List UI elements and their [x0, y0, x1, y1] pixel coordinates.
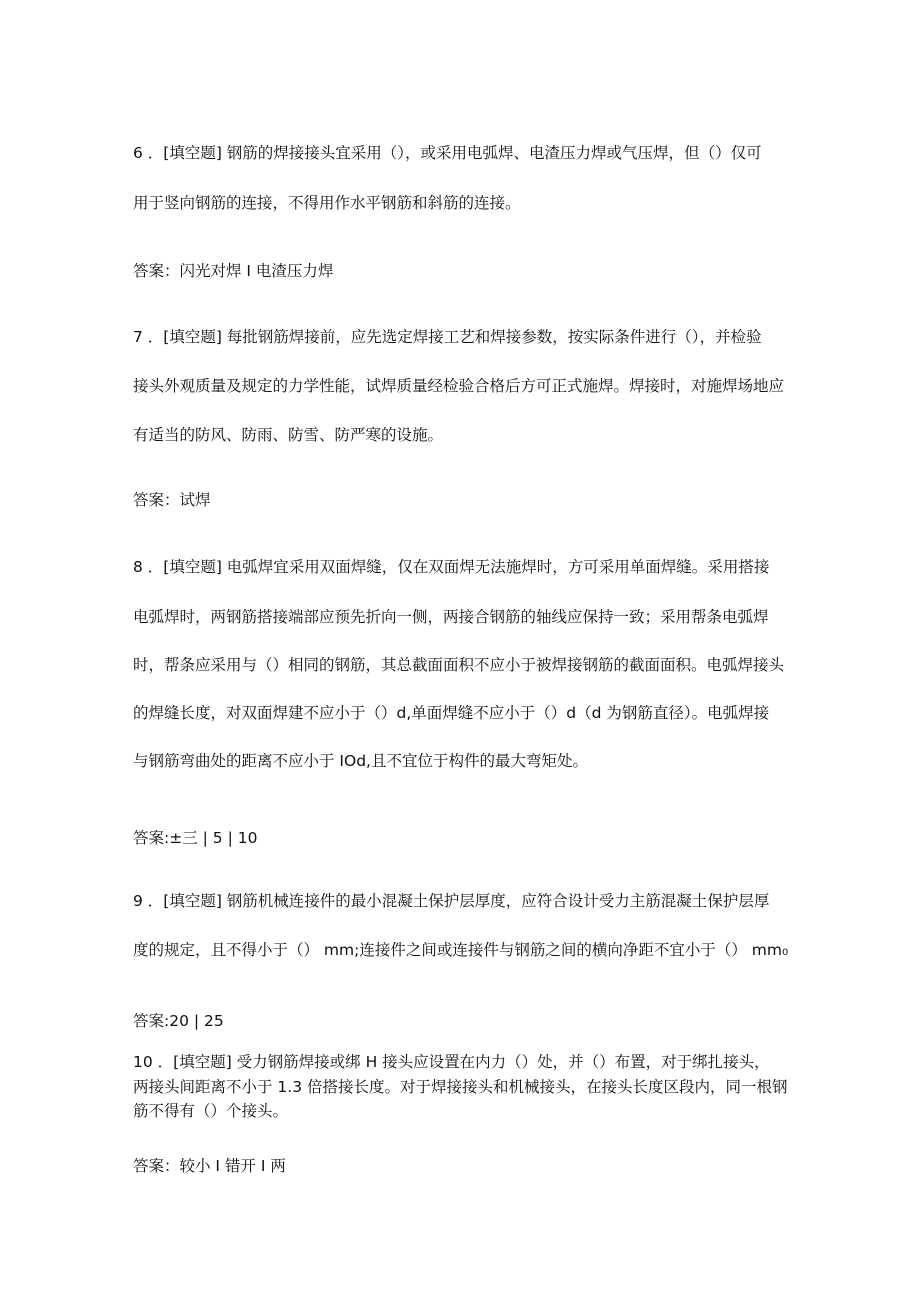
question-10-line-1: 10 ．[填空题] 受力钢筋焊接或绑 H 接头应设置在内力（）处，并（）布置，对于绑扎接头，: [133, 1053, 770, 1071]
question-8-line-3: 时，帮条应采用与（）相同的钢筋，其总截面面积不应小于被焊接钢筋的截面面积。电弧焊接头: [133, 656, 785, 674]
question-8-line-5: 与钢筋弯曲处的距离不应小于 IOd,且不宜位于构件的最大弯矩处。: [133, 752, 588, 770]
question-6-line-2: 用于竖向钢筋的连接，不得用作水平钢筋和斜筋的连接。: [133, 194, 521, 212]
question-9-line-2: 度的规定，且不得小于（） mm;连接件之间或连接件与钢筋之间的横向净距不宜小于（） mm₀: [133, 941, 789, 959]
question-10-line-2: 两接头间距离不小于 1.3 倍搭接长度。对于焊接接头和机械接头，在接头长度区段内，同一根钢: [133, 1078, 788, 1096]
question-7-line-2: 接头外观质量及规定的力学性能，试焊质量经检验合格后方可正式施焊。焊接时，对施焊场地应: [133, 377, 785, 395]
question-7-line-3: 有适当的防风、防雨、防雪、防严寒的设施。: [133, 426, 444, 444]
question-9-answer: 答案:20 | 25: [133, 1012, 224, 1030]
question-6-line-1: 6 ．[填空题] 钢筋的焊接接头宜采用（），或采用电弧焊、电渣压力焊或气压焊，但（）仅可: [133, 144, 762, 162]
question-7-answer: 答案：试焊: [133, 491, 211, 509]
question-8-line-1: 8 ．[填空题] 电弧焊宜采用双面焊缝，仅在双面焊无法施焊时，方可采用单面焊缝。采用搭接: [133, 558, 770, 576]
question-8-answer: 答案:±三 | 5 | 10: [133, 829, 258, 847]
question-9-line-1: 9 ．[填空题] 钢筋机械连接件的最小混凝土保护层厚度，应符合设计受力主筋混凝土保护层厚: [133, 892, 770, 910]
question-8-line-4: 的焊缝长度，对双面焊建不应小于（）d,单面焊缝不应小于（）d（d 为钢筋直径）。电弧焊接: [133, 704, 770, 722]
question-10-line-3: 筋不得有（）个接头。: [133, 1102, 289, 1120]
question-8-line-2: 电弧焊时，两钢筋搭接端部应预先折向一侧，两接合钢筋的轴线应保持一致；采用帮条电弧焊: [133, 608, 769, 626]
question-7-line-1: 7 ．[填空题] 每批钢筋焊接前，应先选定焊接工艺和焊接参数，按实际条件进行（），并检验: [133, 328, 762, 346]
question-6-answer: 答案：闪光对焊 I 电渣压力焊: [133, 262, 334, 280]
question-10-answer: 答案：较小 I 错开 I 两: [133, 1157, 286, 1175]
